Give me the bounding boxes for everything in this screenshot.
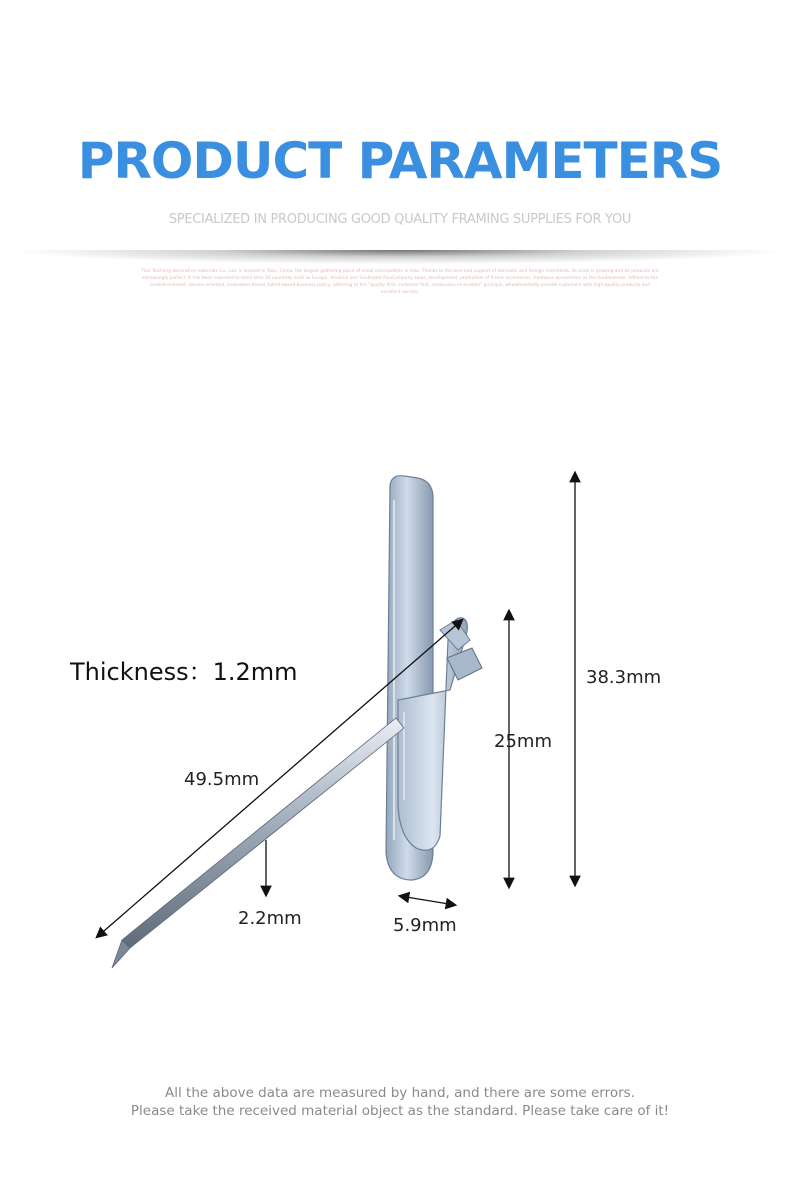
disclaimer <box>0 1084 800 1120</box>
inner-height-label: 25mm <box>494 731 552 752</box>
total-height-label: 38.3mm <box>586 667 662 688</box>
width-arrow <box>400 896 455 905</box>
width-label: 5.9mm <box>393 915 457 936</box>
nail <box>112 718 404 968</box>
disclaimer-line-1: All the above data are measured by hand, and there are some errors. <box>165 1085 635 1101</box>
company-description: Tian Taisheng decorative materials Co., Ltd. is located in Yiwu, China, the largest gathering place of small commodities in Asia. Thanks to the love and support of domestic and foreign merchants, its scale is growing and its products are increasingly perfect. It has been exported to more than 50 countries such as Europe, America and Southeast AsiaCompany sales, development, production of frame accessories, hardware accessories as the fundamental. Adhere to the market-oriented, service-oriented, innovation based, talent-based business policy, adhering to the "quality first, customer first, continuous innovation" principle, wholeheartedly provide customers with high-quality products and excellent service. <box>141 269 659 295</box>
length-label: 49.5mm <box>184 769 260 790</box>
diameter-label: 2.2mm <box>238 908 302 929</box>
disclaimer-line-2: Please take the received material object as the standard. Please take care of it! <box>130 1103 670 1119</box>
thickness-label: Thickness：1.2mm <box>70 658 298 686</box>
page-title: PRODUCT PARAMETERS <box>77 132 723 190</box>
page-subtitle: SPECIALIZED IN PRODUCING GOOD QUALITY FRAMING SUPPLIES FOR YOU <box>168 212 632 227</box>
